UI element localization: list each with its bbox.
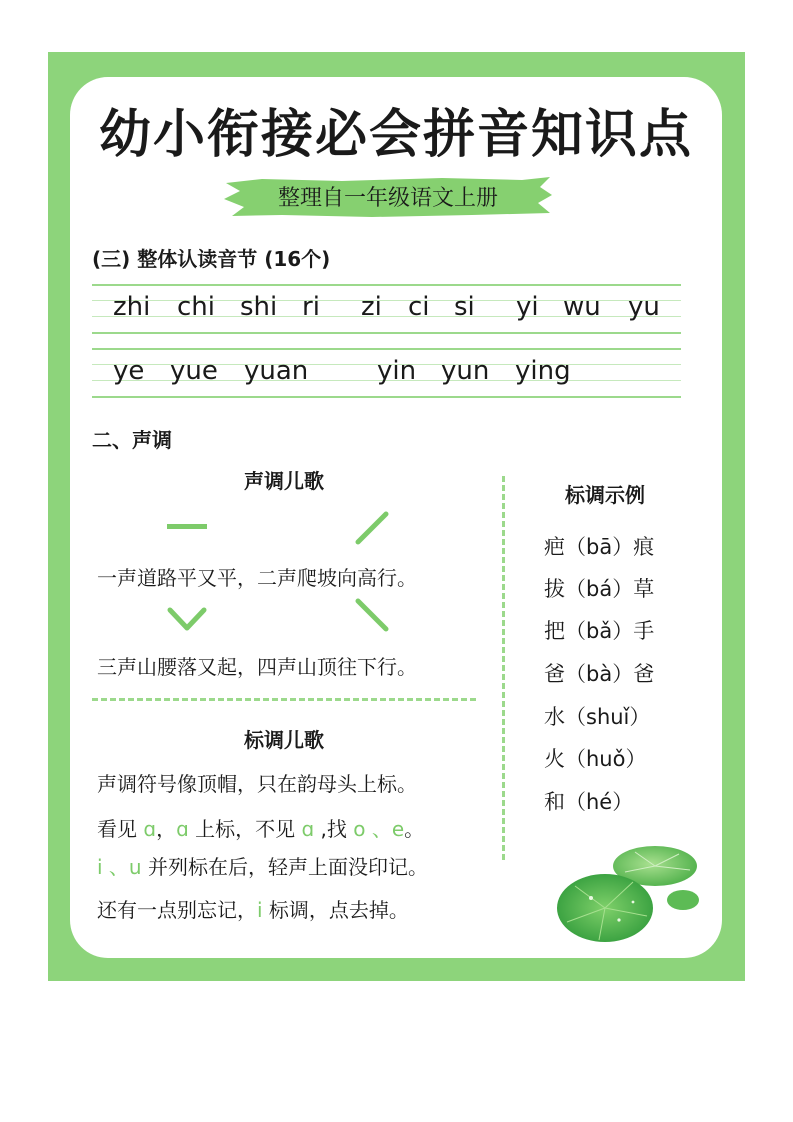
marking-song-title: 标调儿歌 [244, 728, 324, 752]
syllable-yue: yue [170, 356, 218, 386]
examples-title: 标调示例 [565, 483, 645, 507]
tone-song-line-1: 一声道路平又平，二声爬坡向高行。 [97, 566, 417, 590]
example-item: 爸（bà）爸 [544, 662, 655, 686]
subtitle-banner [222, 175, 554, 219]
subtitle-text: 整理自一年级语文上册 [277, 186, 498, 211]
tone-song-line-2: 三声山腰落又起，四声山顶往下行。 [97, 655, 417, 679]
example-item: 水（shuǐ） [544, 705, 651, 729]
syllable-ci: ci [408, 292, 430, 322]
horizontal-divider [92, 698, 476, 701]
marking-song-line-2: 看见 ɑ，ɑ 上标，不见 ɑ ,找 o 、e。 [97, 817, 425, 841]
marking-song-line-4: 还有一点别忘记，i 标调，点去掉。 [97, 898, 409, 922]
syllable-yun: yun [441, 356, 490, 386]
syllable-zi: zi [361, 292, 382, 322]
lotus-leaf-icon [555, 842, 705, 947]
example-item: 火（huǒ） [544, 747, 647, 771]
page-title: 幼小衔接必会拼音知识点 [98, 105, 693, 165]
syllable-ri: ri [302, 292, 320, 322]
syllable-shi: shi [240, 292, 278, 322]
fourth-tone-mark-icon [354, 597, 390, 633]
marking-song-line-3: i 、u 并列标在后，轻声上面没印记。 [97, 855, 428, 879]
section-3-heading: (三) 整体认读音节 (16个) [92, 247, 331, 271]
second-tone-mark-icon [354, 510, 390, 546]
example-item: 疤（bā）痕 [544, 535, 655, 559]
section-2-heading: 二、声调 [92, 428, 172, 452]
first-tone-mark-icon [165, 520, 209, 532]
example-item: 和（hé） [544, 790, 634, 814]
syllable-zhi: zhi [113, 292, 151, 322]
syllable-wu: wu [563, 292, 601, 322]
syllable-yi: yi [516, 292, 539, 322]
syllable-chi: chi [177, 292, 215, 322]
syllable-si: si [454, 292, 475, 322]
syllable-ying: ying [515, 356, 571, 386]
vertical-divider [502, 476, 505, 860]
syllable-ye: ye [113, 356, 145, 386]
example-item: 拔（bá）草 [544, 577, 655, 601]
example-item: 把（bǎ）手 [544, 619, 655, 643]
marking-song-line-1: 声调符号像顶帽，只在韵母头上标。 [97, 772, 417, 796]
syllable-yin: yin [377, 356, 417, 386]
third-tone-mark-icon [166, 606, 208, 632]
syllable-yu: yu [628, 292, 660, 322]
syllable-yuan: yuan [244, 356, 309, 386]
tone-song-title: 声调儿歌 [244, 469, 324, 493]
